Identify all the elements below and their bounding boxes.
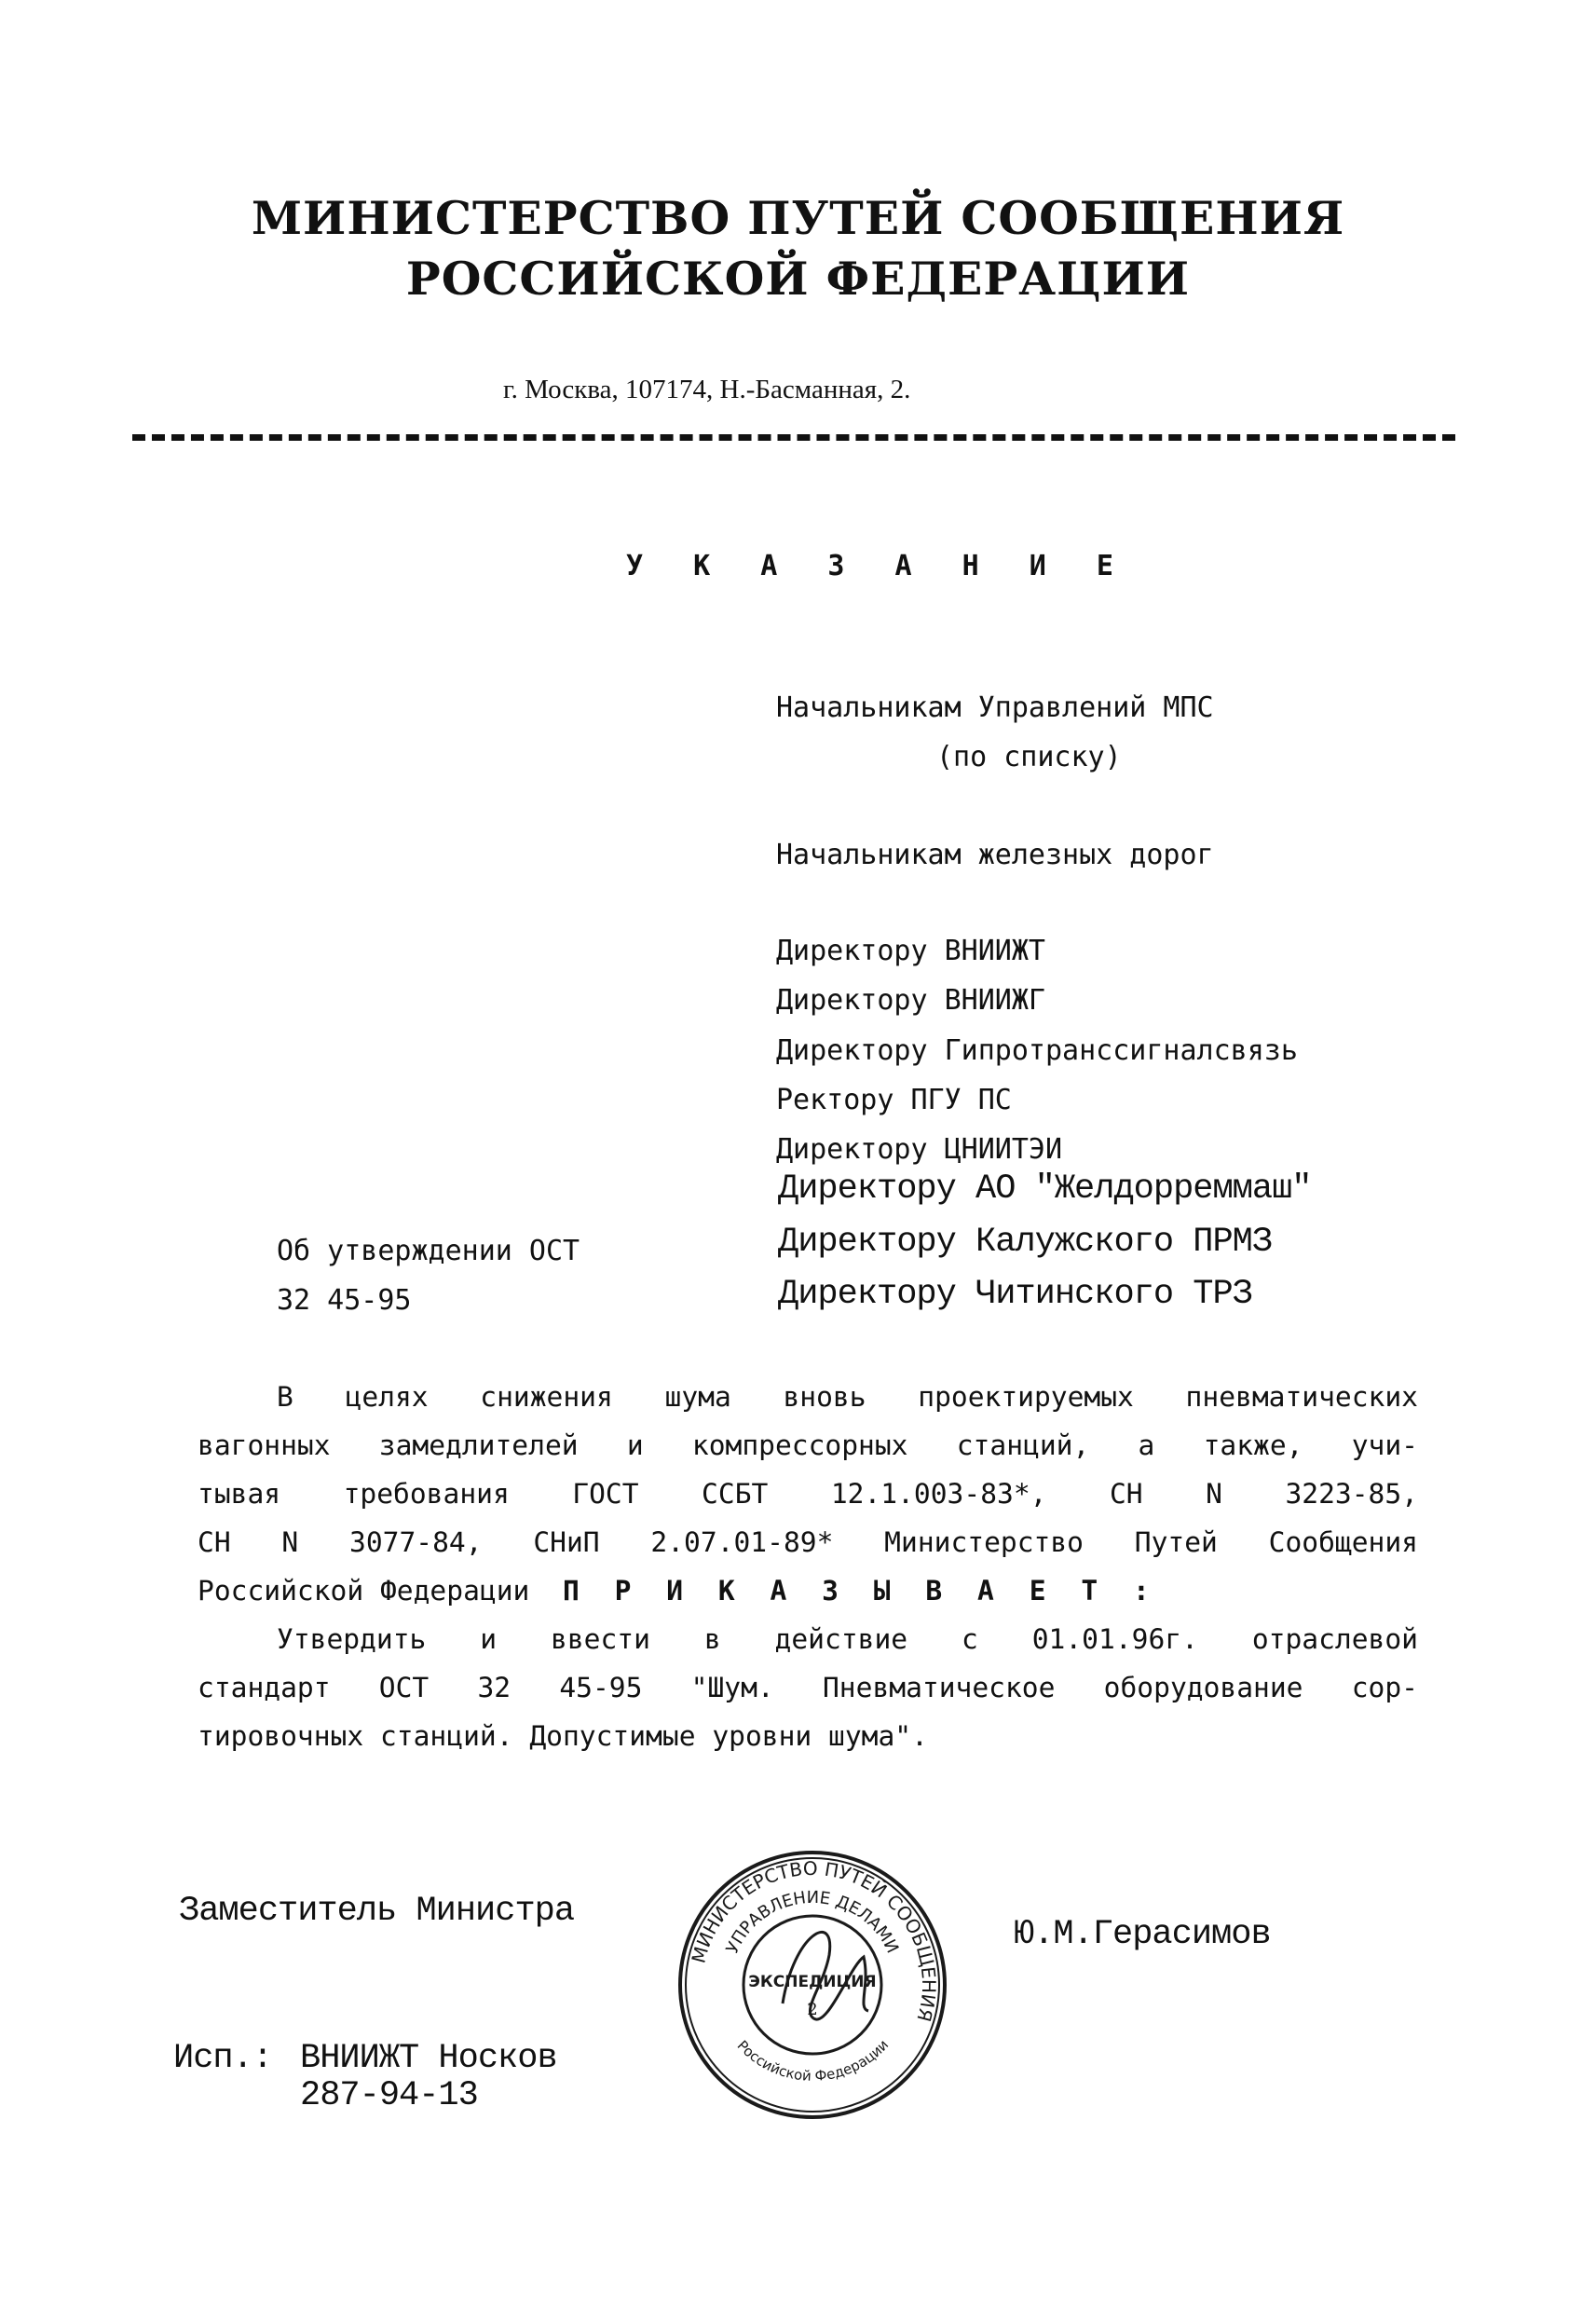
- added-recipient-line: Директору АО "Желдорреммаш": [778, 1169, 1312, 1209]
- body-line: Утвердить и ввести в действие с 01.01.96г. отраслевой: [277, 1623, 1418, 1655]
- signatory-position: Заместитель Министра: [179, 1892, 575, 1931]
- recipient-line: Ректору ПГУ ПС: [776, 1084, 1012, 1116]
- body-line: вагонных замедлителей и компрессорных станций, а также, учи-: [198, 1429, 1418, 1461]
- official-stamp: [673, 1845, 952, 2129]
- order-word: П Р И К А З Ы В А Е Т :: [562, 1575, 1159, 1607]
- body-line: тировочных станций. Допустимые уровни шума".: [198, 1720, 928, 1752]
- recipient-line: Начальникам Управлений МПС: [776, 691, 1214, 724]
- body-line-order: [198, 1566, 1418, 1615]
- recipient-line: Директору ВНИИЖТ: [776, 935, 1045, 967]
- body-line: стандарт ОСТ 32 45-95 "Шум. Пневматическое оборудование сор-: [198, 1672, 1418, 1703]
- body-text-fragment: Российской Федерации: [198, 1575, 530, 1607]
- order-body: [198, 1373, 1418, 1760]
- recipient-line: Начальникам железных дорог: [776, 839, 1214, 871]
- added-recipient-line: Директору Читинского ТРЗ: [778, 1275, 1252, 1314]
- ministry-title-line1: МИНИСТЕРСТВО ПУТЕЙ СООБЩЕНИЯ: [251, 191, 1345, 245]
- stamp-graphic: [673, 1845, 952, 2125]
- recipient-line: (по списку): [936, 741, 1122, 773]
- ministry-address: г. Москва, 107174, Н.-Басманная, 2.: [503, 375, 911, 404]
- recipient-line: Директору Гипротранссигналсвязь: [776, 1034, 1298, 1067]
- signatory-name: Ю.М.Герасимов: [1014, 1915, 1271, 1954]
- stamp-outer-text: МИНИСТЕРСТВО ПУТЕЙ СООБЩЕНИЯ: [687, 1856, 941, 2025]
- ministry-title-line2: РОССИЙСКОЙ ФЕДЕРАЦИИ: [405, 252, 1191, 306]
- executor-phone: 287-94-13: [300, 2076, 478, 2115]
- document-type-heading: У К А З А Н И Е: [626, 550, 1130, 582]
- body-line: тывая требования ГОСТ ССБТ 12.1.003-83*, СН N 3223-85,: [198, 1478, 1418, 1510]
- stamp-inner-text: УПРАВЛЕНИЕ ДЕЛАМИ: [722, 1887, 903, 1957]
- recipient-line: Директору ВНИИЖГ: [776, 984, 1045, 1017]
- body-line: В целях снижения шума вновь проектируемых пневматических: [277, 1381, 1418, 1413]
- executor-label: Исп.:: [173, 2039, 273, 2078]
- added-recipient-line: Директору Калужского ПРМЗ: [778, 1223, 1273, 1262]
- subject-line: Об утверждении ОСТ: [277, 1235, 580, 1267]
- stamp-center-number: 2: [807, 2000, 818, 2019]
- subject-line: 32 45-95: [277, 1284, 412, 1317]
- stamp-bottom-text: Российской Федерации: [733, 2036, 893, 2085]
- stamp-center-text: ЭКСПЕДИЦИЯ: [748, 1973, 877, 1991]
- executor-organization: ВНИИЖТ Носков: [300, 2039, 557, 2078]
- body-line: СН N 3077-84, СНиП 2.07.01-89* Министерство Путей Сообщения: [198, 1526, 1418, 1558]
- header-divider: [132, 434, 1455, 441]
- recipient-line: Директору ЦНИИТЭИ: [776, 1133, 1063, 1166]
